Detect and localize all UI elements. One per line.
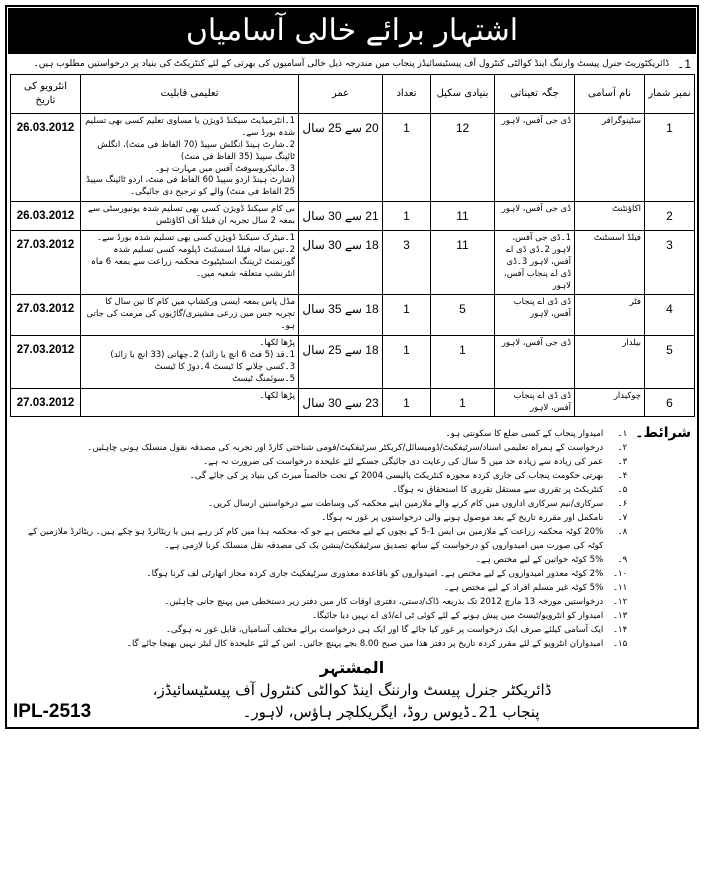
- condition-item: [13, 623, 627, 637]
- cell-interview-date: 27.03.2012: [11, 295, 81, 336]
- cell-qualification: [81, 336, 299, 389]
- header-serial: نمبر شمار: [645, 75, 695, 114]
- condition-number: ۱۔: [617, 429, 628, 440]
- condition-number: ۲۔: [617, 443, 628, 454]
- condition-text: ایک آسامی کیلئے صرف ایک درخواست پر غور کیا جائے گا اور ایک ہی درخواست برائے مختلف آسامیاں، قابل غور نہ ہوگی۔: [165, 625, 604, 636]
- ad-title: اشتہار برائے خالی آسامیاں: [8, 8, 696, 54]
- condition-item: [13, 455, 627, 469]
- table-header-row: [11, 75, 695, 114]
- cell-interview-date: 27.03.2012: [11, 388, 81, 417]
- condition-number: ۵۔: [617, 485, 628, 496]
- cell-serial: 2: [645, 202, 695, 231]
- condition-text: کنٹریکٹ پر تقرری سے مستقل تقرری کا استحقاق نہ ہوگا۔: [392, 485, 604, 496]
- qualification-line: 1۔قد (5 فٹ 6 انچ یا زائد) 2۔چھاتی (33 انچ یا زائد): [110, 350, 295, 361]
- cell-scale: 5: [431, 295, 495, 336]
- qualification-line: پڑھا لکھا۔: [259, 338, 295, 349]
- table-row: [11, 388, 695, 417]
- condition-number: ۷۔: [617, 513, 628, 524]
- condition-item: [13, 567, 627, 581]
- cell-serial: 6: [645, 388, 695, 417]
- qualification-line: 3۔کسی چلانے کا ٹیسٹ 4۔دوڑ کا ٹیسٹ: [154, 361, 295, 372]
- condition-item: [13, 553, 627, 567]
- cell-serial: 4: [645, 295, 695, 336]
- condition-text: عمر کی زیادہ سے زیادہ حد میں 5 سال کی رعایت دی جائیگی جسکے لئے علیحدہ درخواست کی ضرورت نہ ہے۔: [203, 457, 604, 468]
- cell-interview-date: 27.03.2012: [11, 336, 81, 389]
- cell-serial: 1: [645, 114, 695, 202]
- cell-posting: 1۔ڈی جی آفس، لاہور 2۔ڈی ڈی اے آفس، لاہور 3۔ڈی ڈی اے پنجاب آفس، لاہور: [495, 231, 575, 295]
- condition-item: [13, 609, 627, 623]
- header-qualification: تعلیمی قابلیت: [81, 75, 299, 114]
- conditions-list: [13, 427, 627, 651]
- qualification-line: (شارٹ ہینڈ اردو سپیڈ 60 الفاظ فی منٹ، اردو ٹائپنگ سپیڈ 25 الفاظ فی منٹ) والے کو ترجیح دی جائیگی۔: [86, 175, 295, 198]
- table-row: [11, 202, 695, 231]
- condition-text: درخواست کے ہمراہ تعلیمی اسناد/سرٹیفکیٹ/ڈومیسائل/کریکٹر سرٹیفکیٹ/قومی شناختی کارڈ اور تجربہ کی مصدقہ نقول منسلک ہونی چاہئیں۔: [87, 443, 604, 454]
- cell-scale: 11: [431, 202, 495, 231]
- condition-item: [13, 637, 627, 651]
- header-scale: بنیادی سکیل: [431, 75, 495, 114]
- cell-count: 1: [383, 295, 431, 336]
- condition-number: ۱۵۔: [612, 639, 628, 650]
- cell-posting: ڈی ڈی اے پنجاب آفس، لاہور: [495, 388, 575, 417]
- cell-qualification: [81, 202, 299, 231]
- condition-item: [13, 483, 627, 497]
- cell-posting: ڈی ڈی اے پنجاب آفس، لاہور: [495, 295, 575, 336]
- condition-text: 5% کوٹہ غیر مسلم افراد کے لیے مختص ہے۔: [443, 583, 604, 594]
- condition-text: 5% کوٹہ خواتین کے لیے مختص ہے۔: [475, 555, 604, 566]
- cell-age: 20 سے 25 سال: [299, 114, 383, 202]
- cell-posting: ڈی جی آفس، لاہور: [495, 114, 575, 202]
- condition-item: [13, 595, 627, 609]
- cell-age: 18 سے 35 سال: [299, 295, 383, 336]
- intro-number: 1۔: [677, 57, 691, 71]
- cell-age: 18 سے 25 سال: [299, 336, 383, 389]
- qualification-line: 1۔میٹرک سیکنڈ ڈویژن کسی بھی تسلیم شدہ بورڈ سے۔: [97, 233, 295, 244]
- cell-scale: 12: [431, 114, 495, 202]
- condition-number: ۴۔: [617, 471, 628, 482]
- advertiser-name: ڈائریکٹر جنرل پیسٹ وارننگ اینڈ کوالٹی کنٹرول آف پیسٹیسائیڈز،: [152, 681, 552, 700]
- cell-post: فیلڈ اسسٹنٹ: [575, 231, 645, 295]
- condition-text: 20% کوٹہ محکمہ زراعت کے ملازمین بی ایس 1-5 کے بچوں کے لیے مختص ہے جو کہ محکمہ ہذا میں کام کر رہے ہیں یا ریٹائرڈ ہو چکے ہیں۔ ریٹائرڈ ملازمین کے کوٹہ کی صورت میں امیدواروں کو درخواست کے ساتھ تصدیق سرٹیفکیٹ/پنشن بک کی مصدقہ نقل منسلک کرنا لازمی ہے۔: [28, 527, 604, 552]
- condition-item: [13, 525, 627, 553]
- condition-text: سرکاری/نیم سرکاری اداروں میں کام کرنے والے ملازمین اپنے محکمہ کی وساطت سے درخواستیں ارسال کریں۔: [208, 499, 604, 510]
- qualification-line: 2۔شارٹ ہینڈ انگلش سپیڈ (70 الفاظ فی منٹ)، انگلش ٹائپنگ سپیڈ (35 الفاظ فی منٹ): [97, 139, 295, 162]
- condition-number: ۱۲۔: [612, 597, 628, 608]
- cell-post: چوکیدار: [575, 388, 645, 417]
- qualification-line: 1۔انٹرمیڈیٹ سیکنڈ ڈویژن یا مساوی تعلیم کسی بھی تسلیم شدہ بورڈ سے۔: [85, 116, 295, 138]
- cell-scale: 11: [431, 231, 495, 295]
- qualification-line: پڑھا لکھا۔: [259, 390, 295, 401]
- cell-count: 1: [383, 388, 431, 417]
- intro-text: ڈائریکٹوریٹ جنرل پیسٹ وارننگ اینڈ کوالٹی کنٹرول آف پیسٹیسائیڈز پنجاب میں مندرجہ ذیل خالی آسامیوں کی بھرتی کے لئے کنٹریکٹ کی بنیاد پر درخواستیں مطلوب ہیں۔: [33, 59, 670, 69]
- cell-qualification: [81, 388, 299, 417]
- footer-row: [13, 701, 691, 723]
- condition-text: امیدواران انٹرویو کے لئے مقرر کردہ تاریخ پر دفتر ھذا میں صبح 8.00 بجے پہنچ جائیں۔ اس کے لئے علیحدہ کال لیٹر نہیں بھیجا جائے گا۔: [126, 639, 604, 650]
- conditions-section: [13, 425, 691, 651]
- cell-count: 1: [383, 202, 431, 231]
- table-row: [11, 336, 695, 389]
- cell-qualification: [81, 295, 299, 336]
- qualification-line: مڈل پاس بمعہ ایسی ورکشاپ میں کام کا تین سال کا تجربہ جس میں زرعی مشینری/گاڑیوں کی مرمت کی جاتی ہو۔: [86, 297, 295, 332]
- ad-border: [5, 5, 699, 729]
- condition-number: ۱۳۔: [612, 611, 628, 622]
- cell-serial: 3: [645, 231, 695, 295]
- cell-age: 21 سے 30 سال: [299, 202, 383, 231]
- advertiser-label: المشتہر: [319, 658, 385, 678]
- condition-text: امیدوار کو انٹرویو/ٹیسٹ میں پیش ہونے کے لئے کوئی ٹی اے/ڈی اے نہیں دیا جائیگا۔: [312, 611, 604, 622]
- qualification-line: 2۔تین سالہ فیلڈ اسسٹنٹ ڈپلومہ کسی تسلیم شدہ گورنمنٹ ٹریننگ انسٹیٹیوٹ محکمہ زراعت سے بمعہ 6 ماہ انٹرنشپ متعلقہ شعبہ میں۔: [90, 244, 295, 279]
- cell-age: 18 سے 30 سال: [299, 231, 383, 295]
- condition-number: ۱۴۔: [612, 625, 628, 636]
- condition-text: 2% کوٹہ معذور امیدواروں کے لیے مختص ہے۔ امیدواروں کو باقاعدہ معذوری سرٹیفکیٹ جاری کردہ مجاز اتھارٹی لف کرنا ہوگا۔: [146, 569, 604, 580]
- cell-count: 1: [383, 114, 431, 202]
- condition-number: ۹۔: [617, 555, 628, 566]
- intro-line: [13, 58, 691, 71]
- cell-post: سٹینوگرافر: [575, 114, 645, 202]
- cell-interview-date: 26.03.2012: [11, 202, 81, 231]
- cell-interview-date: 26.03.2012: [11, 114, 81, 202]
- condition-text: امیدوار پنجاب کے کسی ضلع کا سکونتی ہو۔: [445, 429, 604, 440]
- condition-item: [13, 427, 627, 441]
- qualification-line: 5۔سوئمنگ ٹیسٹ: [232, 373, 295, 384]
- condition-text: درخواستیں مورخہ 13 مارچ 2012 تک بذریعہ ڈاک/دستی، دفتری اوقات کار میں دفتر زیر دستخطی میں پہنچ جانی چاہئیں۔: [164, 597, 604, 608]
- cell-post: بیلدار: [575, 336, 645, 389]
- cell-count: 1: [383, 336, 431, 389]
- cell-serial: 5: [645, 336, 695, 389]
- header-post: نام آسامی: [575, 75, 645, 114]
- cell-post: اکاؤنٹنٹ: [575, 202, 645, 231]
- condition-number: ۱۱۔: [612, 583, 628, 594]
- cell-post: فٹر: [575, 295, 645, 336]
- condition-number: ۸۔: [617, 527, 628, 538]
- cell-count: 3: [383, 231, 431, 295]
- condition-item: [13, 469, 627, 483]
- condition-text: بھرتی حکومت پنجاب کی جاری کردہ مجوزہ کنٹریکٹ پالیسی 2004 کے تحت خالصتاً میرٹ کی بنیاد پر کی جائے گی۔: [189, 471, 604, 482]
- cell-qualification: [81, 231, 299, 295]
- table-row: [11, 114, 695, 202]
- advertiser-address: پنجاب 21۔ڈیوس روڈ، ایگریکلچر ہاؤس، لاہور۔: [242, 703, 540, 722]
- ad-reference-code: IPL-2513: [13, 701, 92, 723]
- qualification-line: بی کام سیکنڈ ڈویژن کسی بھی تسلیم شدہ یونیورسٹی سے بمعہ 2 سال تجربہ ان فیلڈ آف اکاؤنٹس: [88, 204, 295, 227]
- condition-item: [13, 441, 627, 455]
- table-row: [11, 295, 695, 336]
- vacancies-table: [10, 74, 695, 417]
- cell-scale: 1: [431, 336, 495, 389]
- header-age: عمر: [299, 75, 383, 114]
- condition-number: ۳۔: [617, 457, 628, 468]
- conditions-heading: شرائط۔: [635, 425, 691, 442]
- cell-age: 23 سے 30 سال: [299, 388, 383, 417]
- table-row: [11, 231, 695, 295]
- cell-qualification: [81, 114, 299, 202]
- condition-text: نامکمل اور مقررہ تاریخ کے بعد موصول ہونے والی درخواستوں پر غور نہ ہوگا۔: [321, 513, 604, 524]
- cell-scale: 1: [431, 388, 495, 417]
- qualification-line: 3۔مائیکروسوفٹ آفس میں مہارت ہو۔: [154, 163, 295, 174]
- condition-item: [13, 511, 627, 525]
- condition-item: [13, 581, 627, 595]
- cell-posting: ڈی جی آفس، لاہور: [495, 336, 575, 389]
- condition-item: [13, 497, 627, 511]
- header-count: تعداد: [383, 75, 431, 114]
- header-interview-date: انٹرویو کی تاریخ: [11, 75, 81, 114]
- header-posting: جگہ تعیناتی: [495, 75, 575, 114]
- condition-number: ۶۔: [617, 499, 628, 510]
- cell-interview-date: 27.03.2012: [11, 231, 81, 295]
- condition-number: ۱۰۔: [612, 569, 628, 580]
- cell-posting: ڈی جی آفس، لاہور: [495, 202, 575, 231]
